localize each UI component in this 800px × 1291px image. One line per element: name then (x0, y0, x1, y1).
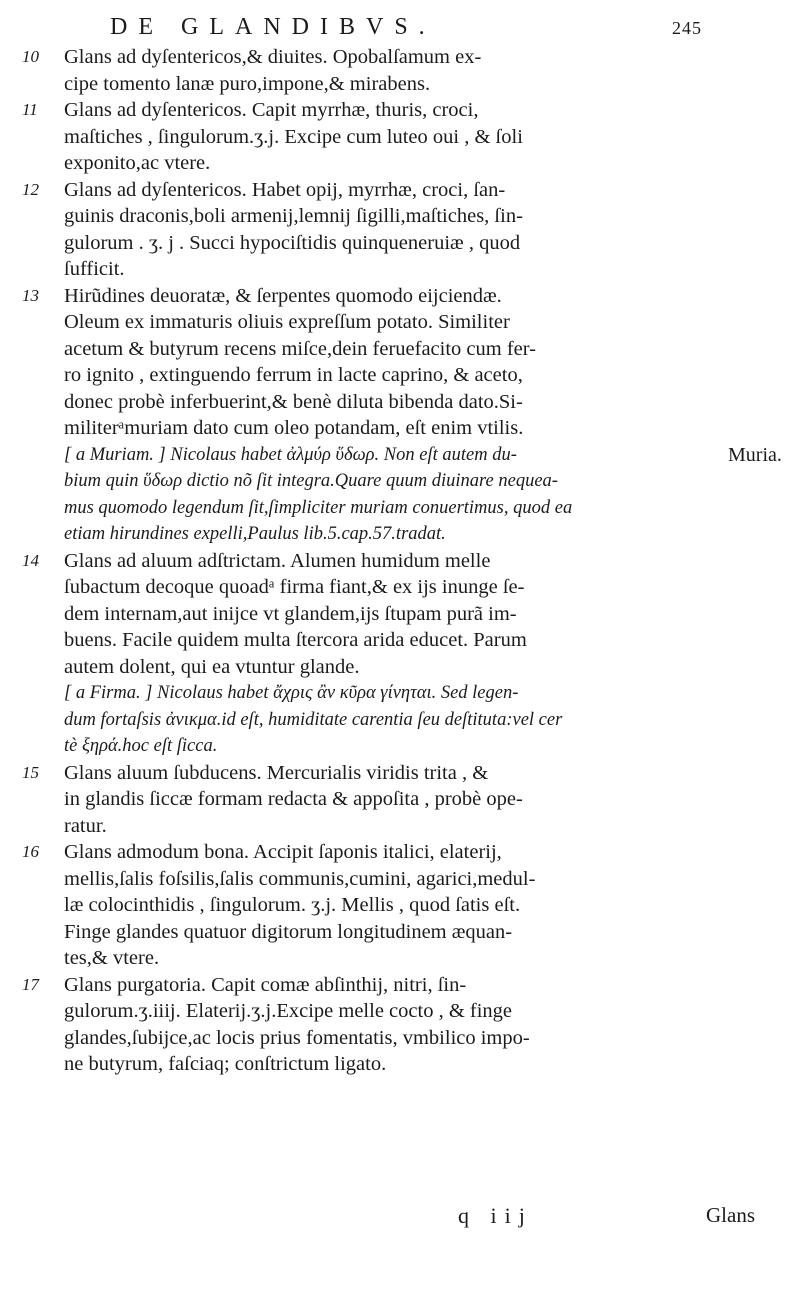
line-text: Glans purgatoria. Capit comæ abſinthij, nitri, ſin- (64, 973, 467, 996)
recipe-heading-line (0, 283, 800, 310)
line-text: læ colocinthidis , ſingulorum. ʒ.j. Mellis , quod ſatis eſt. (64, 894, 521, 916)
recipe-number: 10 (22, 47, 39, 66)
text-line (0, 866, 800, 893)
line-text: acetum & butyrum recens miſce,dein feruefacito cum fer- (64, 337, 537, 360)
text-line (0, 786, 800, 813)
recipe-number: 15 (22, 762, 39, 782)
catchword: Glans (706, 1203, 755, 1227)
text-line (0, 813, 800, 840)
annotation-line (0, 468, 800, 495)
recipe-number: 13 (22, 285, 39, 305)
text-line (0, 654, 800, 681)
annotation-line (0, 733, 800, 760)
line-text: gulorum.ʒ.iiij. Elaterij.ʒ.j.Excipe melle cocto , & finge (64, 1000, 513, 1022)
text-line (0, 415, 800, 442)
signature-mark: q iij (458, 1203, 533, 1228)
text-line (0, 892, 800, 919)
line-text: militerᵃmuriam dato cum oleo potandam, eſt enim vtilis. (64, 417, 524, 439)
line-text: Finge glandes quatuor digitorum longitudinem æquan- (64, 920, 513, 943)
line-text: Oleum ex immaturis oliuis expreſſum potato. Similiter (64, 311, 510, 333)
page-footer (0, 1203, 800, 1233)
line-text: dum fortaſsis ἀνικμα.id eſt, humiditate carentia ſeu deſtituta:vel cer (64, 709, 563, 730)
annotation-line (0, 680, 800, 707)
line-text: mus quomodo legendum ſit,ſimpliciter muriam conuertimus, quod ea (64, 497, 573, 518)
line-text: Glans ad dyſentericos. Habet opij, myrrhæ, croci, ſan- (64, 178, 506, 201)
text-line (0, 124, 800, 151)
annotation-line (0, 442, 800, 469)
recipe-number: 17 (22, 974, 39, 994)
text-line (0, 150, 800, 177)
text-line (0, 256, 800, 283)
line-text: ſufficit. (64, 258, 125, 280)
text-line (0, 945, 800, 972)
text-line (0, 919, 800, 946)
line-text: dem internam,aut inijce vt glandem,ijs ſtupam purã im- (64, 602, 517, 625)
line-text: mellis,ſalis foſsilis,ſalis communis,cumini, agarici,medul- (64, 867, 536, 890)
text-line (0, 71, 800, 98)
line-text: etiam hirundines expelli,Paulus lib.5.cap.57.tradat. (64, 524, 446, 544)
recipe-number: 16 (22, 842, 39, 861)
recipe-heading-line (0, 839, 800, 866)
line-text: donec probè inferbuerint,& benè diluta bibenda dato.Si- (64, 390, 523, 413)
line-text: exponito,ac vtere. (64, 152, 211, 174)
line-text: tes,& vtere. (64, 947, 160, 969)
recipe-heading-line (0, 972, 800, 999)
recipe-number: 12 (22, 179, 39, 199)
line-text: autem dolent, qui ea vtuntur glande. (64, 655, 360, 678)
line-text: [ a Firma. ] Nicolaus habet ἄχρις ἂν κῦρα γίνηται. Sed legen- (64, 683, 519, 703)
line-text: glandes,ſubijce,ac locis prius fomentatis, vmbilico impo- (64, 1026, 530, 1049)
recipe-heading-line (0, 177, 800, 204)
recipe-text-block (0, 44, 800, 1078)
line-text: Glans ad dyſentericos,& diuites. Opobalſamum ex- (64, 46, 482, 68)
text-line (0, 203, 800, 230)
line-text: Glans aluum ſubducens. Mercurialis viridis trita , & (64, 761, 489, 784)
annotation-line (0, 707, 800, 734)
text-line (0, 1051, 800, 1078)
text-line (0, 309, 800, 336)
line-text: in glandis ſiccæ formam redacta & appoſita , probè ope- (64, 788, 523, 810)
line-text: Glans ad dyſentericos. Capit myrrhæ, thuris, croci, (64, 99, 479, 121)
line-text: ſubactum decoque quoadᵃ firma fiant,& ex ijs inunge ſe- (64, 576, 525, 598)
recipe-number: 14 (22, 550, 39, 570)
recipe-heading-line (0, 44, 800, 71)
line-text: guinis draconis,boli armenij,lemnij ſigilli,maſtiches, ſin- (64, 205, 523, 227)
line-text: ro ignito , extinguendo ferrum in lacte caprino, & aceto, (64, 364, 523, 386)
line-text: Glans ad aluum adſtrictam. Alumen humidum melle (64, 549, 491, 572)
line-text: gulorum . ʒ. j . Succi hypociſtidis quinqueneruiæ , quod (64, 231, 521, 254)
line-text: maſtiches , ſingulorum.ʒ.j. Excipe cum luteo oui , & ſoli (64, 125, 523, 148)
recipe-number: 11 (22, 100, 38, 119)
line-text: ne butyrum, faſciaq; conſtrictum ligato. (64, 1053, 387, 1075)
margin-note: Muria. (728, 443, 782, 466)
recipe-heading-line (0, 97, 800, 124)
text-line (0, 627, 800, 654)
text-line (0, 230, 800, 257)
line-text: bium quin ὕδωρ dictio nõ ſit integra.Quare quum diuinare nequea- (64, 471, 558, 491)
page-number: 245 (672, 18, 702, 38)
line-text: tè ξηρά.hoc eſt ſicca. (64, 736, 218, 756)
line-text: buens. Facile quidem multa ſtercora arida educet. Parum (64, 629, 527, 651)
annotation-line (0, 495, 800, 522)
line-text: cipe tomento lanæ puro,impone,& mirabens. (64, 72, 431, 95)
text-line (0, 362, 800, 389)
recipe-heading-line (0, 760, 800, 787)
text-line (0, 1025, 800, 1052)
line-text: Glans admodum bona. Accipit ſaponis italici, elaterij, (64, 841, 502, 863)
text-line (0, 574, 800, 601)
running-header (0, 14, 800, 44)
text-line (0, 336, 800, 363)
recipe-heading-line (0, 548, 800, 575)
text-line (0, 601, 800, 628)
line-text: Hirũdines deuoratæ, & ſerpentes quomodo eijciendæ. (64, 284, 502, 307)
running-title: DE GLANDIBVS. (110, 14, 436, 40)
text-line (0, 998, 800, 1025)
annotation-line (0, 521, 800, 548)
line-text: ratur. (64, 814, 107, 837)
text-line (0, 389, 800, 416)
line-text: [ a Muriam. ] Nicolaus habet ἀλμύρ ὕδωρ. Non eſt autem du- (64, 444, 517, 465)
